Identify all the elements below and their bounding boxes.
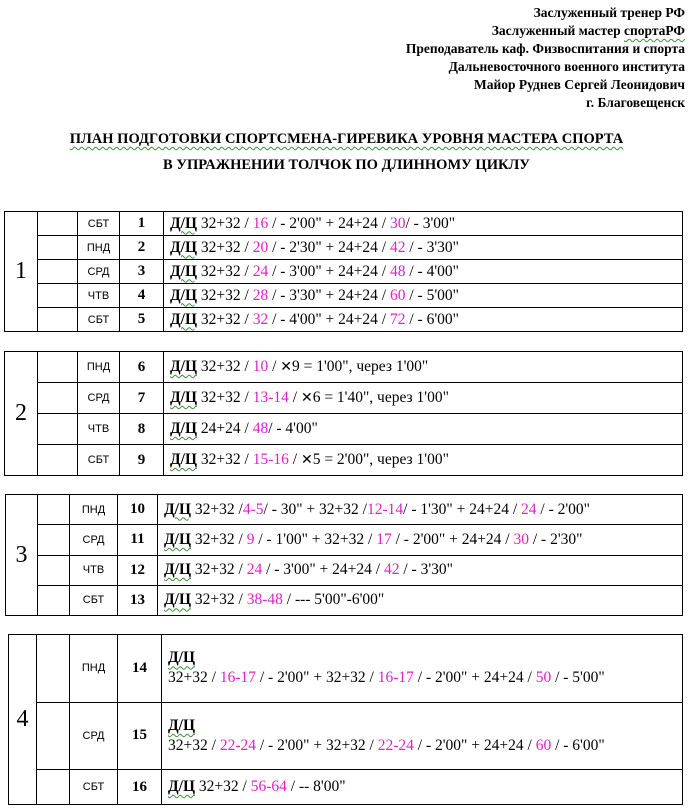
exercise-code: Д/Ц — [170, 214, 198, 232]
workout-text: / - 2'00" + 24+24 / — [391, 530, 514, 548]
workout-text: 32+32 / — [197, 451, 253, 468]
workout-text: / - 2'00" + 24+24 / — [268, 214, 390, 232]
workout-text: / - 2'30" — [529, 530, 583, 548]
rep-count: 38-48 — [246, 591, 283, 609]
weekday-cell: ПНД — [70, 635, 118, 703]
weekday-cell: ПНД — [78, 352, 120, 383]
weekday-cell: СРД — [78, 383, 120, 414]
workout-description — [162, 770, 683, 805]
exercise-code: Д/Ц — [170, 358, 198, 375]
session-number: 16 — [118, 770, 162, 805]
rep-count: 20 — [252, 238, 269, 256]
blank-cell — [38, 352, 78, 383]
session-number: 6 — [120, 352, 164, 383]
session-row — [9, 702, 683, 770]
workout-text: / - 3'00" + 24+24 / — [262, 561, 384, 579]
rep-count: 42 — [389, 238, 406, 256]
author-header — [406, 4, 685, 112]
workout-text: / - 2'00" + 24+24 / — [413, 736, 536, 754]
workout-text: 32+32 / — [197, 214, 253, 232]
blank-cell — [38, 308, 78, 332]
exercise-code: Д/Ц — [170, 389, 198, 406]
rep-count: 72 — [389, 310, 406, 328]
workout-description — [158, 525, 683, 555]
blank-cell — [38, 414, 78, 445]
workout-text: 32+32 / — [191, 591, 247, 609]
workout-text: 32+32 / — [197, 262, 253, 280]
week-1-table — [4, 211, 683, 332]
workout-text: / - 1'00" + 32+32 / — [254, 530, 377, 548]
rep-count: 4-5 — [242, 500, 264, 518]
workout-text: / - 4'00" — [405, 262, 459, 280]
workout-description — [162, 702, 683, 770]
workout-text: 24+24 / — [197, 420, 253, 437]
multiply-icon: ✕ — [280, 359, 293, 375]
rep-count: 28 — [252, 286, 269, 304]
workout-text: / - 6'00" — [405, 310, 459, 328]
header-line: Преподаватель каф. Физвоспитания и спорта — [405, 41, 685, 56]
workout-text: / - 4'00" + 24+24 / — [268, 310, 390, 328]
workout-text: / - 1'30" + 24+24 / — [403, 500, 522, 518]
session-row — [5, 284, 683, 308]
weekday-cell: ПНД — [70, 495, 118, 525]
exercise-code: Д/Ц — [168, 778, 196, 796]
rep-count: 16 — [252, 214, 269, 232]
session-row — [6, 525, 683, 555]
header-line: Заслуженный мастер спортаРФ — [491, 23, 685, 38]
workout-description — [164, 383, 683, 414]
session-row — [9, 770, 683, 805]
rep-count: 32 — [252, 310, 269, 328]
workout-text: / - 2'00" + 32+32 / — [255, 736, 378, 754]
rep-count: 17 — [376, 530, 392, 548]
exercise-code: Д/Ц — [164, 530, 192, 548]
workout-text: 32+32 / — [197, 238, 253, 256]
blank-cell — [38, 383, 78, 414]
header-line: Дальневосточного военного института — [448, 59, 685, 74]
document-title-line-1: ПЛАН ПОДГОТОВКИ СПОРТСМЕНА-ГИРЕВИКА УРОВНЯ МАСТЕРА СПОРТА — [69, 131, 624, 147]
blank-cell — [38, 525, 70, 555]
exercise-code: Д/Ц — [170, 420, 198, 437]
rep-count: 50 — [535, 669, 552, 687]
weekday-cell: СРД — [70, 702, 118, 770]
workout-text: / - 6'00" — [551, 736, 605, 754]
multiply-icon: ✕ — [300, 390, 313, 406]
header-line: Майор Руднев Сергей Леонидович — [473, 77, 685, 92]
rep-count: 48 — [389, 262, 406, 280]
workout-text: 9 = 1'00", через 1'00" — [292, 358, 429, 375]
blank-cell — [38, 495, 70, 525]
blank-cell — [38, 212, 78, 236]
exercise-code: Д/Ц — [170, 310, 198, 328]
blank-cell — [37, 770, 70, 805]
workout-description — [164, 212, 683, 236]
header-line: Заслуженный тренер РФ — [533, 5, 685, 20]
workout-text: / - 2'00" + 24+24 / — [413, 669, 536, 687]
blank-cell — [38, 236, 78, 260]
workout-text: 32+32 / — [197, 389, 253, 406]
exercise-code: Д/Ц — [164, 561, 192, 579]
session-number: 15 — [118, 702, 162, 770]
workout-text: / - 4'00" — [268, 420, 318, 437]
workout-description — [164, 414, 683, 445]
document-title-line-2: В УПРАЖНЕНИИ ТОЛЧОК ПО ДЛИННОМУ ЦИКЛУ — [163, 157, 530, 173]
session-row — [5, 260, 683, 284]
rep-count: 15-16 — [252, 451, 289, 468]
workout-text: 32+32 / — [191, 500, 243, 518]
session-row — [5, 383, 683, 414]
session-row — [5, 308, 683, 332]
workout-text: / - 3'30" — [405, 238, 459, 256]
rep-count: 42 — [383, 561, 400, 579]
weekday-cell: СБТ — [78, 445, 120, 476]
week-number: 1 — [5, 212, 38, 332]
rep-count: 24 — [246, 561, 263, 579]
rep-count: 30 — [513, 530, 529, 548]
workout-text: 6 = 1'40", через 1'00" — [312, 389, 449, 406]
session-row — [5, 414, 683, 445]
workout-description — [164, 236, 683, 260]
session-number: 7 — [120, 383, 164, 414]
rep-count: 30 — [389, 214, 406, 232]
session-number: 3 — [120, 260, 164, 284]
weekday-cell: ЧТВ — [78, 284, 120, 308]
workout-text: / - 3'30" — [399, 561, 453, 579]
rep-count: 16-17 — [377, 669, 414, 687]
workout-text: / - 2'00" — [536, 500, 591, 518]
exercise-code: Д/Ц — [170, 262, 198, 280]
workout-text: 32+32 / — [168, 669, 220, 687]
session-row — [6, 495, 683, 525]
session-row — [5, 352, 683, 383]
workout-description — [164, 284, 683, 308]
workout-description — [164, 260, 683, 284]
rep-count: 22-24 — [219, 736, 256, 754]
exercise-code: Д/Ц — [168, 716, 196, 734]
blank-cell — [38, 445, 78, 476]
weekday-cell: ПНД — [78, 236, 120, 260]
workout-text: / - 3'00" + 24+24 / — [268, 262, 390, 280]
workout-description — [158, 585, 683, 615]
rep-count: 10 — [252, 358, 269, 375]
workout-text: / --- 5'00"-6'00" — [282, 591, 385, 609]
workout-description — [158, 495, 683, 525]
session-number: 14 — [118, 635, 162, 703]
week-number: 4 — [9, 635, 37, 805]
multiply-icon: ✕ — [300, 452, 313, 468]
header-line: г. Благовещенск — [586, 95, 685, 110]
workout-description — [164, 445, 683, 476]
session-row — [5, 236, 683, 260]
workout-text: / - 2'30" + 24+24 / — [268, 238, 390, 256]
week-3-table — [5, 494, 683, 616]
rep-count: 12-14 — [366, 500, 404, 518]
session-number: 9 — [120, 445, 164, 476]
workout-text: 5 = 2'00", через 1'00" — [312, 451, 449, 468]
workout-text: / - 30" + 32+32 / — [263, 500, 367, 518]
workout-description — [164, 352, 683, 383]
workout-text: / — [288, 451, 301, 468]
exercise-code: Д/Ц — [164, 500, 192, 518]
session-number: 10 — [118, 495, 158, 525]
weekday-cell: СБТ — [70, 770, 118, 805]
session-number: 1 — [120, 212, 164, 236]
exercise-code: Д/Ц — [164, 591, 192, 609]
weekday-cell: СРД — [78, 260, 120, 284]
blank-cell — [37, 702, 70, 770]
exercise-code: Д/Ц — [168, 649, 196, 667]
workout-text: / - 3'00" — [405, 214, 456, 232]
session-number: 2 — [120, 236, 164, 260]
rep-count: 24 — [252, 262, 269, 280]
workout-text: 32+32 / — [168, 736, 220, 754]
exercise-code: Д/Ц — [170, 238, 198, 256]
exercise-code: Д/Ц — [170, 451, 198, 468]
weekday-cell: ЧТВ — [78, 414, 120, 445]
weekday-cell: СБТ — [70, 585, 118, 615]
workout-text: 32+32 / — [197, 358, 253, 375]
session-row — [6, 585, 683, 615]
workout-text: / — [288, 389, 301, 406]
session-number: 8 — [120, 414, 164, 445]
workout-text: 32+32 / — [191, 530, 247, 548]
rep-count: 56-64 — [250, 778, 287, 796]
week-number: 2 — [5, 352, 38, 476]
workout-description — [158, 555, 683, 585]
workout-text: 32+32 / — [197, 310, 253, 328]
weekday-cell: СРД — [70, 525, 118, 555]
blank-cell — [38, 585, 70, 615]
rep-count: 24 — [521, 500, 537, 518]
rep-count: 60 — [389, 286, 406, 304]
session-number: 4 — [120, 284, 164, 308]
week-2-table — [4, 351, 683, 476]
workout-text: / -- 8'00" — [286, 778, 346, 796]
blank-cell — [38, 284, 78, 308]
rep-count: 48 — [252, 420, 269, 437]
workout-text: / — [268, 358, 281, 375]
exercise-code: Д/Ц — [170, 286, 198, 304]
workout-text: 32+32 / — [195, 778, 251, 796]
workout-text: 32+32 / — [191, 561, 247, 579]
week-4-table — [8, 634, 683, 805]
session-row — [5, 445, 683, 476]
rep-count: 60 — [535, 736, 552, 754]
rep-count: 22-24 — [377, 736, 414, 754]
session-row — [9, 635, 683, 703]
blank-cell — [38, 260, 78, 284]
workout-text: / - 5'00" — [405, 286, 459, 304]
session-number: 11 — [118, 525, 158, 555]
rep-count: 16-17 — [219, 669, 256, 687]
session-number: 5 — [120, 308, 164, 332]
weekday-cell: СБТ — [78, 212, 120, 236]
workout-description — [164, 308, 683, 332]
week-number: 3 — [6, 495, 38, 616]
blank-cell — [38, 555, 70, 585]
session-number: 13 — [118, 585, 158, 615]
workout-text: / - 2'00" + 32+32 / — [255, 669, 378, 687]
weekday-cell: СБТ — [78, 308, 120, 332]
session-row — [5, 212, 683, 236]
rep-count: 13-14 — [252, 389, 289, 406]
workout-text: 32+32 / — [197, 286, 253, 304]
blank-cell — [37, 635, 70, 703]
weekday-cell: ЧТВ — [70, 555, 118, 585]
session-row — [6, 555, 683, 585]
workout-text: / - 5'00" — [551, 669, 605, 687]
session-number: 12 — [118, 555, 158, 585]
workout-description — [162, 635, 683, 703]
workout-text: / - 3'30" + 24+24 / — [268, 286, 390, 304]
rep-count: 9 — [246, 530, 255, 548]
